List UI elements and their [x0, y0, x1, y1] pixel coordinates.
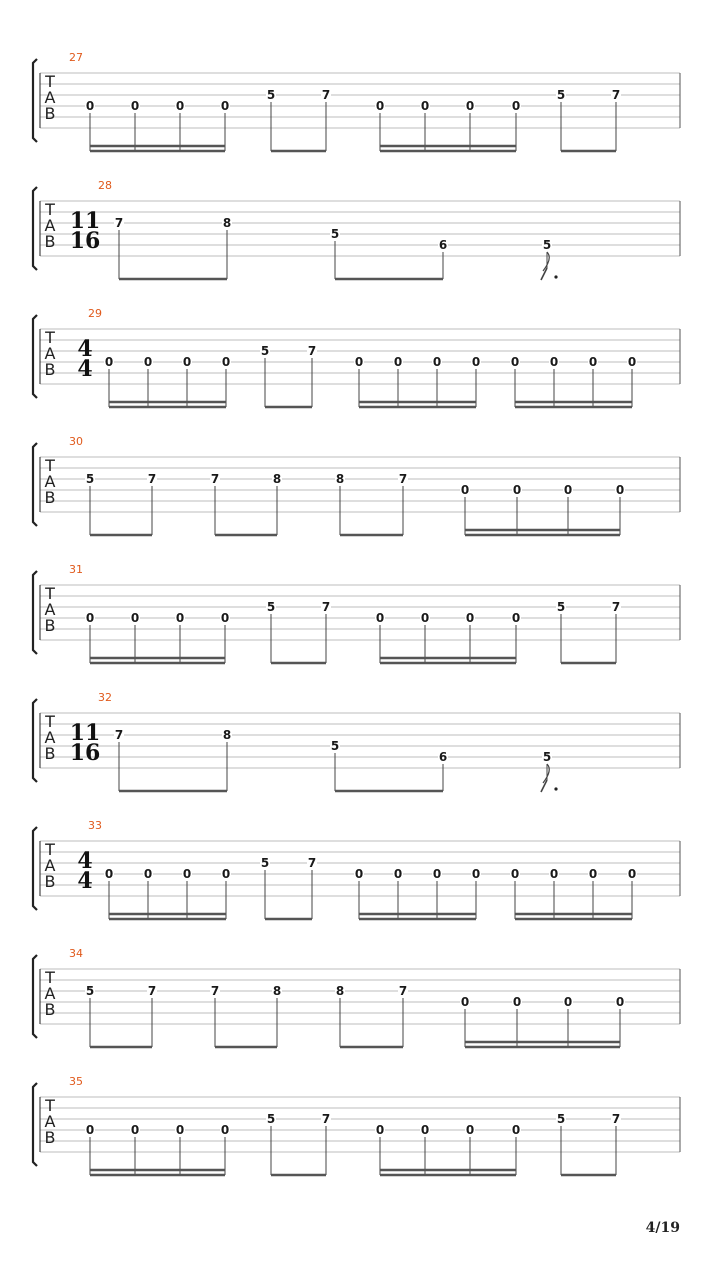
- fret-number: 5: [556, 88, 566, 102]
- fret-number: 0: [182, 867, 192, 881]
- fret-number: 5: [556, 1112, 566, 1126]
- fret-number: 0: [130, 99, 140, 113]
- system-bracket: [33, 571, 37, 654]
- tab-letter: A: [44, 856, 56, 875]
- dot: [554, 787, 557, 790]
- fret-number: 7: [611, 88, 621, 102]
- time-signature-top: 4: [77, 336, 93, 362]
- fret-number: 7: [210, 472, 220, 486]
- measure-number: 33: [88, 819, 102, 832]
- measure-number: 30: [69, 435, 83, 448]
- measure-number: 28: [98, 179, 112, 192]
- fret-number: 5: [260, 856, 270, 870]
- fret-number: 0: [85, 99, 95, 113]
- tab-letter: B: [44, 232, 56, 251]
- fret-number: 0: [393, 867, 403, 881]
- fret-number: 0: [85, 611, 95, 625]
- measure-number: 35: [69, 1075, 83, 1088]
- fret-number: 5: [330, 739, 340, 753]
- fret-number: 0: [104, 355, 114, 369]
- fret-number: 0: [130, 1123, 140, 1137]
- tab-letter: B: [44, 744, 56, 763]
- fret-number: 0: [375, 611, 385, 625]
- fret-number: 0: [460, 483, 470, 497]
- tab-letter: B: [44, 104, 56, 123]
- fret-number: 0: [130, 611, 140, 625]
- measure-number: 32: [98, 691, 112, 704]
- fret-number: 7: [307, 344, 317, 358]
- fret-number: 0: [432, 867, 442, 881]
- fret-number: 0: [354, 867, 364, 881]
- fret-number: 0: [182, 355, 192, 369]
- measure-number: 34: [69, 947, 83, 960]
- fret-number: 0: [511, 1123, 521, 1137]
- fret-number: 7: [321, 1112, 331, 1126]
- time-signature-top: 11: [69, 208, 101, 234]
- fret-number: 6: [438, 750, 448, 764]
- tab-letter: A: [44, 600, 56, 619]
- system-bracket: [33, 955, 37, 1038]
- fret-number: 0: [588, 867, 598, 881]
- measure-number: 29: [88, 307, 102, 320]
- fret-number: 7: [307, 856, 317, 870]
- fret-number: 7: [321, 88, 331, 102]
- tab-letter: B: [44, 872, 56, 891]
- fret-number: 8: [222, 216, 232, 230]
- fret-number: 8: [272, 472, 282, 486]
- fret-number: 0: [175, 611, 185, 625]
- fret-number: 0: [393, 355, 403, 369]
- fret-number: 0: [354, 355, 364, 369]
- fret-number: 7: [114, 216, 124, 230]
- fret-number: 7: [611, 1112, 621, 1126]
- fret-number: 0: [143, 355, 153, 369]
- fret-number: 7: [611, 600, 621, 614]
- time-signature-bottom: 4: [77, 356, 93, 382]
- fret-number: 0: [465, 99, 475, 113]
- system-bracket: [33, 187, 37, 270]
- tab-letter: A: [44, 344, 56, 363]
- fret-number: 8: [272, 984, 282, 998]
- tab-letter: T: [45, 584, 55, 603]
- tab-letter: T: [45, 72, 55, 91]
- fret-number: 5: [85, 472, 95, 486]
- tab-letter: A: [44, 1112, 56, 1131]
- fret-number: 0: [510, 355, 520, 369]
- fret-number: 6: [438, 238, 448, 252]
- time-signature-bottom: 4: [77, 868, 93, 894]
- tab-letter: T: [45, 968, 55, 987]
- fret-number: 0: [460, 995, 470, 1009]
- fret-number: 0: [175, 1123, 185, 1137]
- fret-number: 0: [627, 867, 637, 881]
- fret-number: 0: [512, 483, 522, 497]
- tab-letter: T: [45, 328, 55, 347]
- fret-number: 0: [420, 99, 430, 113]
- tab-letter: T: [45, 840, 55, 859]
- measure-number: 31: [69, 563, 83, 576]
- fret-number: 5: [266, 600, 276, 614]
- fret-number: 0: [549, 867, 559, 881]
- fret-number: 0: [221, 867, 231, 881]
- fret-number: 7: [114, 728, 124, 742]
- dot: [554, 275, 557, 278]
- tab-letter: A: [44, 728, 56, 747]
- fret-number: 5: [260, 344, 270, 358]
- fret-number: 5: [542, 238, 552, 252]
- fret-number: 0: [627, 355, 637, 369]
- fret-number: 0: [511, 611, 521, 625]
- time-signature-bottom: 16: [69, 228, 101, 254]
- fret-number: 8: [335, 984, 345, 998]
- fret-number: 0: [510, 867, 520, 881]
- system-bracket: [33, 443, 37, 526]
- tab-letter: A: [44, 472, 56, 491]
- fret-number: 5: [330, 227, 340, 241]
- fret-number: 0: [104, 867, 114, 881]
- tab-letter: B: [44, 360, 56, 379]
- fret-number: 0: [511, 99, 521, 113]
- fret-number: 0: [563, 483, 573, 497]
- fret-number: 7: [398, 472, 408, 486]
- system-bracket: [33, 59, 37, 142]
- fret-number: 0: [465, 611, 475, 625]
- fret-number: 5: [266, 1112, 276, 1126]
- tab-letter: A: [44, 216, 56, 235]
- fret-number: 5: [85, 984, 95, 998]
- system-bracket: [33, 699, 37, 782]
- tab-letter: T: [45, 456, 55, 475]
- fret-number: 0: [471, 355, 481, 369]
- fret-number: 0: [615, 483, 625, 497]
- tab-letter: B: [44, 616, 56, 635]
- fret-number: 0: [471, 867, 481, 881]
- fret-number: 0: [375, 99, 385, 113]
- time-signature-top: 11: [69, 720, 101, 746]
- fret-number: 0: [143, 867, 153, 881]
- fret-number: 0: [220, 99, 230, 113]
- tab-letter: A: [44, 984, 56, 1003]
- fret-number: 7: [210, 984, 220, 998]
- fret-number: 0: [465, 1123, 475, 1137]
- tab-letter: B: [44, 488, 56, 507]
- fret-number: 8: [222, 728, 232, 742]
- fret-number: 0: [420, 611, 430, 625]
- tab-letter: B: [44, 1000, 56, 1019]
- tab-letter: A: [44, 88, 56, 107]
- fret-number: 0: [420, 1123, 430, 1137]
- tab-letter: B: [44, 1128, 56, 1147]
- tab-letter: T: [45, 712, 55, 731]
- fret-number: 0: [563, 995, 573, 1009]
- system-bracket: [33, 827, 37, 910]
- fret-number: 0: [375, 1123, 385, 1137]
- fret-number: 0: [221, 355, 231, 369]
- fret-number: 8: [335, 472, 345, 486]
- time-signature-bottom: 16: [69, 740, 101, 766]
- fret-number: 0: [85, 1123, 95, 1137]
- fret-number: 0: [512, 995, 522, 1009]
- fret-number: 7: [321, 600, 331, 614]
- fret-number: 5: [556, 600, 566, 614]
- fret-number: 7: [147, 472, 157, 486]
- system-bracket: [33, 1083, 37, 1166]
- fret-number: 0: [175, 99, 185, 113]
- measure-number: 27: [69, 51, 83, 64]
- fret-number: 0: [220, 611, 230, 625]
- tab-letter: T: [45, 200, 55, 219]
- fret-number: 5: [542, 750, 552, 764]
- fret-number: 0: [432, 355, 442, 369]
- fret-number: 0: [588, 355, 598, 369]
- fret-number: 0: [615, 995, 625, 1009]
- fret-number: 0: [549, 355, 559, 369]
- system-bracket: [33, 315, 37, 398]
- fret-number: 7: [398, 984, 408, 998]
- time-signature-top: 4: [77, 848, 93, 874]
- tab-letter: T: [45, 1096, 55, 1115]
- fret-number: 5: [266, 88, 276, 102]
- fret-number: 7: [147, 984, 157, 998]
- fret-number: 0: [220, 1123, 230, 1137]
- page-number: 4/19: [645, 1220, 680, 1236]
